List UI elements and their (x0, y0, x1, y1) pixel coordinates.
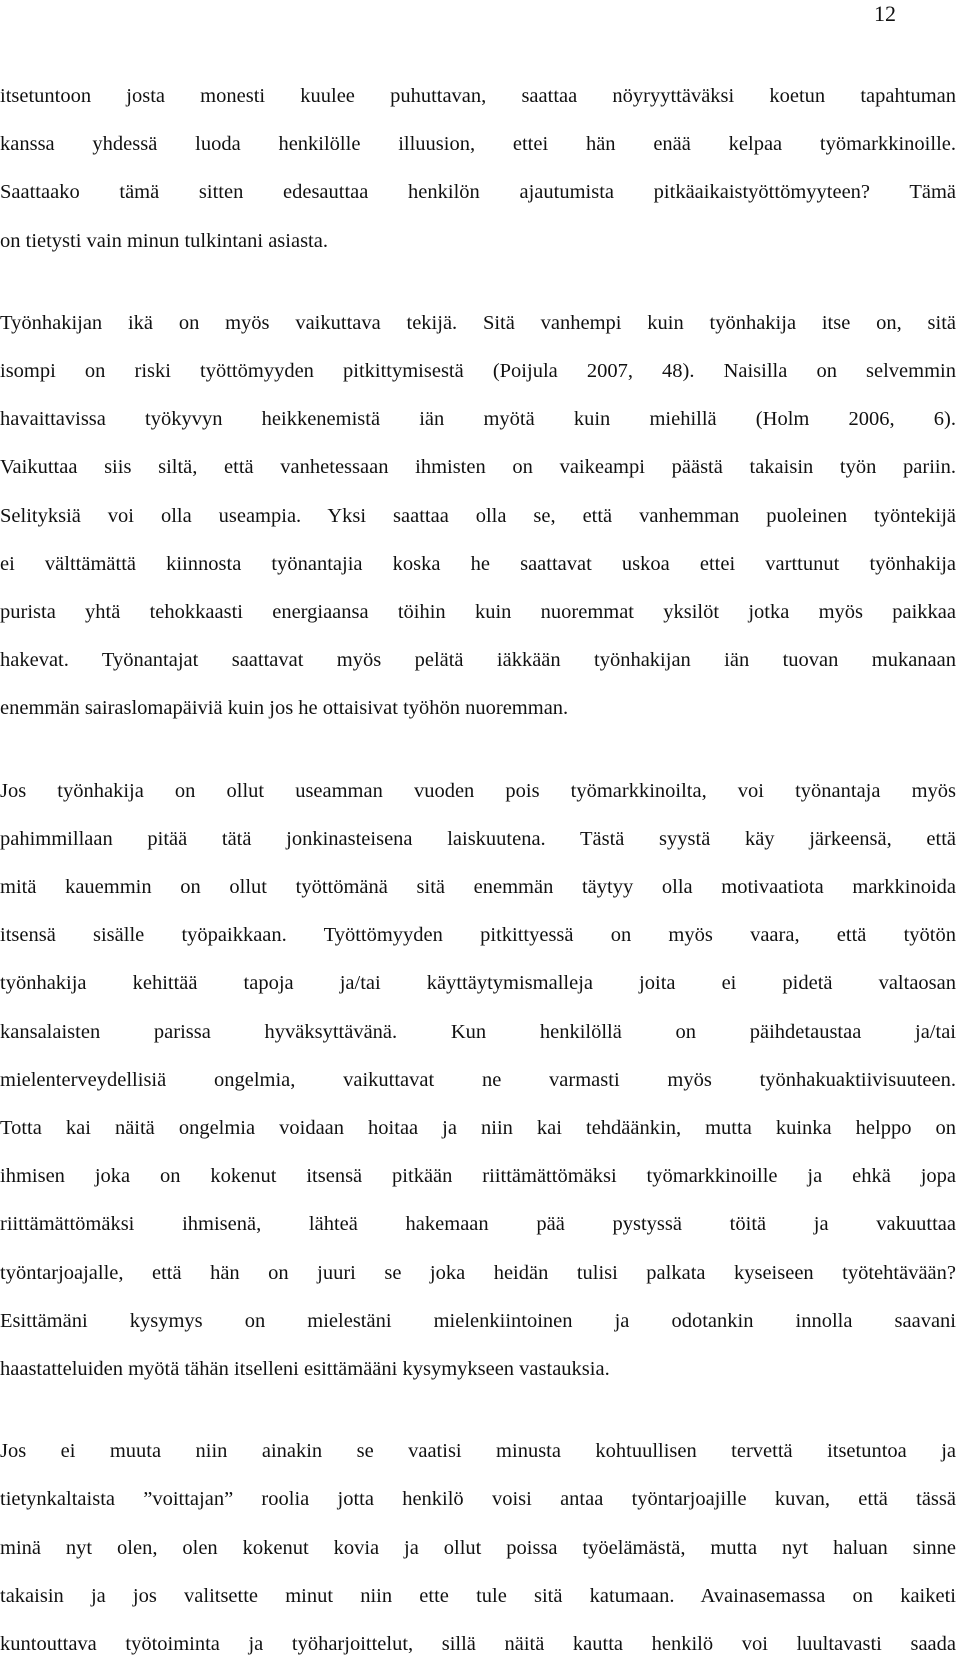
text-line: kuntouttava työtoiminta ja työharjoittelut, sillä näitä kautta henkilö voi luultavasti saada (0, 1633, 956, 1656)
document-body (0, 72, 956, 1668)
text-line: Työnhakijan ikä on myös vaikuttava tekijä. Sitä vanhempi kuin työnhakija itse on, sitä (0, 311, 956, 334)
text-line: Saattaako tämä sitten edesauttaa henkilön ajautumista pitkäaikaistyöttömyyteen? Tämä (0, 181, 956, 204)
text-line: Esittämäni kysymys on mielestäni mielenkiintoinen ja odotankin innolla saavani (0, 1309, 956, 1332)
text-line: itsetuntoon josta monesti kuulee puhuttavan, saattaa nöyryyttäväksi koetun tapahtuman (0, 85, 956, 107)
text-line: riittämättömäksi ihmisenä, lähteä hakemaan pää pystyssä töitä ja vakuuttaa (0, 1213, 956, 1236)
text-line: itsensä sisälle työpaikkaan. Työttömyyden pitkittyessä on myös vaara, että työtön (0, 924, 956, 947)
text-line: Jos työnhakija on ollut useamman vuoden pois työmarkkinoilta, voi työnantaja myös (0, 779, 956, 802)
text-line: ihmisen joka on kokenut itsensä pitkään riittämättömäksi työmarkkinoille ja ehkä jopa (0, 1165, 956, 1188)
text-line: kanssa yhdessä luoda henkilölle illuusion, ettei hän enää kelpaa työmarkkinoille. (0, 133, 956, 156)
text-line: Vaikuttaa siis siltä, että vanhetessaan ihmisten on vaikeampi päästä takaisin työn pariin. (0, 456, 956, 479)
text-line: hakevat. Työnantajat saattavat myös pelätä iäkkään työnhakijan iän tuovan mukanaan (0, 649, 956, 672)
text-line: mielenterveydellisiä ongelmia, vaikuttavat ne varmasti myös työnhakuaktiivisuuteen. (0, 1068, 956, 1091)
paragraph-2 (0, 299, 956, 733)
text-line: enemmän sairaslomapäiviä kuin jos he ottaisivat työhön nuoremman. (0, 697, 569, 720)
page-number: 12 (874, 1, 896, 26)
paragraph-3 (0, 767, 956, 1394)
text-line: purista yhtä tehokkaasti energiaansa töihin kuin nuoremmat yksilöt jotka myös paikkaa (0, 601, 956, 624)
text-line: mitä kauemmin on ollut työttömänä sitä enemmän täytyy olla motivaatiota markkinoida (0, 876, 956, 899)
text-line: havaittavissa työkyvyn heikkenemistä iän myötä kuin miehillä (Holm 2006, 6). (0, 408, 956, 431)
text-line: takaisin ja jos valitsette minut niin ette tule sitä katumaan. Avainasemassa on kaiketi (0, 1584, 956, 1607)
text-line: minä nyt olen, olen kokenut kovia ja ollut poissa työelämästä, mutta nyt haluan sinne (0, 1536, 956, 1559)
text-line: Selityksiä voi olla useampia. Yksi saattaa olla se, että vanhemman puoleinen työntekijä (0, 504, 956, 527)
text-line: pahimmillaan pitää tätä jonkinasteisena laiskuutena. Tästä syystä käy järkeensä, että (0, 827, 956, 850)
text-line: haastatteluiden myötä tähän itselleni esittämääni kysymykseen vastauksia. (0, 1358, 610, 1381)
text-line: kansalaisten parissa hyväksyttävänä. Kun henkilöllä on päihdetaustaa ja/tai (0, 1020, 956, 1043)
text-line: tietynkaltaista ”voittajan” roolia jotta henkilö voisi antaa työntarjoajille kuvan, että tässä (0, 1488, 956, 1511)
text-line: isompi on riski työttömyyden pitkittymisestä (Poijula 2007, 48). Naisilla on selvemmin (0, 360, 956, 383)
text-line: työntarjoajalle, että hän on juuri se joka heidän tulisi palkata kyseiseen työtehtävään? (0, 1261, 956, 1284)
paragraph-1 (0, 72, 956, 265)
paragraph-4 (0, 1427, 956, 1668)
text-line: Totta kai näitä ongelmia voidaan hoitaa ja niin kai tehdäänkin, mutta kuinka helppo on (0, 1117, 956, 1140)
text-line: Jos ei muuta niin ainakin se vaatisi minusta kohtuullisen tervettä itsetuntoa ja (0, 1440, 956, 1463)
text-line: työnhakija kehittää tapoja ja/tai käyttäytymismalleja joita ei pidetä valtaosan (0, 972, 956, 995)
text-line: on tietysti vain minun tulkintani asiasta. (0, 229, 328, 252)
text-line: ei välttämättä kiinnosta työnantajia koska he saattavat uskoa ettei varttunut työnhakija (0, 552, 956, 575)
